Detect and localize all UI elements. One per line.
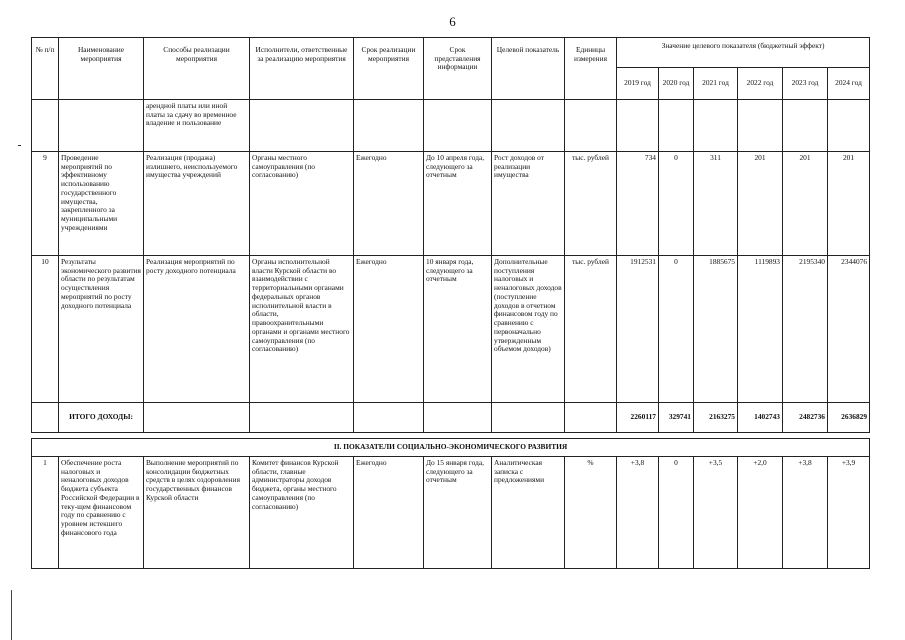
- row-value-2022: +2,0: [738, 457, 783, 569]
- total-value-2021: 2163275: [694, 403, 738, 433]
- cell-empty: [783, 100, 828, 152]
- row-report: До 15 января года, следующего за отчетным: [424, 457, 492, 569]
- header-executors: Исполнители, ответственные за реализацию мероприятия: [250, 38, 354, 100]
- header-report: Срок представления информации: [424, 38, 492, 100]
- margin-rule: [11, 590, 12, 640]
- header-year: 2020 год: [659, 68, 694, 100]
- cell-empty: [32, 100, 59, 152]
- header-methods: Способы реализации мероприятия: [144, 38, 250, 100]
- header-units: Единицы измерения: [565, 38, 617, 100]
- row-num: 1: [32, 457, 59, 569]
- cell-empty: [250, 100, 354, 152]
- row-value-2021: +3,5: [694, 457, 738, 569]
- total-value-2019: 2260117: [617, 403, 659, 433]
- total-value-2020: 329741: [659, 403, 694, 433]
- row-units: тыс. рублей: [565, 256, 617, 403]
- row-value-2019: 734: [617, 152, 659, 256]
- row-value-2020: 0: [659, 256, 694, 403]
- header-year: 2021 год: [694, 68, 738, 100]
- cell-empty: [492, 403, 565, 433]
- cell-empty: [59, 100, 144, 152]
- row-term: Ежегодно: [354, 457, 424, 569]
- row-indicator: Рост доходов от реализации имущества: [492, 152, 565, 256]
- header-year: 2024 год: [828, 68, 870, 100]
- cell-empty: [250, 403, 354, 433]
- cell-empty: [694, 100, 738, 152]
- table-row: [32, 256, 870, 403]
- margin-mark: [18, 145, 21, 146]
- row-value-2020: 0: [659, 457, 694, 569]
- header-year: 2019 год: [617, 68, 659, 100]
- row-value-2023: 201: [783, 152, 828, 256]
- total-label: ИТОГО ДОХОДЫ:: [59, 403, 144, 433]
- header-num: № п/п: [32, 38, 59, 100]
- row-value-2024: 201: [828, 152, 870, 256]
- row-value-2024: +3,9: [828, 457, 870, 569]
- row-value-2021: 311: [694, 152, 738, 256]
- row-executors: Органы местного самоуправления (по согласованию): [250, 152, 354, 256]
- row-value-2019: 1912531: [617, 256, 659, 403]
- row-units: %: [565, 457, 617, 569]
- row-report: 10 января года, следующего за отчетным: [424, 256, 492, 403]
- page-number: 6: [449, 14, 456, 29]
- section-title: II. ПОКАЗАТЕЛИ СОЦИАЛЬНО-ЭКОНОМИЧЕСКОГО РАЗВИТИЯ: [32, 439, 870, 457]
- total-value-2022: 1402743: [738, 403, 783, 433]
- row-methods: Реализация мероприятий по росту доходного потенциала: [144, 256, 250, 403]
- header-row: [32, 38, 870, 68]
- row-indicator: Дополнительные поступления налоговых и неналоговых доходов (поступление доходов в отчетном финансовом году по сравнению с первоначально утвержденным объемом доходов): [492, 256, 565, 403]
- row-value-2023: +3,8: [783, 457, 828, 569]
- continuation-methods: арендной платы или иной платы за сдачу во временное владение и пользование: [144, 100, 250, 152]
- cell-empty: [424, 403, 492, 433]
- row-value-2024: 2344076: [828, 256, 870, 403]
- row-methods: Выполнение мероприятий по консолидации бюджетных средств в целях оздоровления государственных финансов Курской области: [144, 457, 250, 569]
- table-row: [32, 152, 870, 256]
- cell-empty: [492, 100, 565, 152]
- measures-table: [31, 37, 870, 569]
- row-units: тыс. рублей: [565, 152, 617, 256]
- row-num: 10: [32, 256, 59, 403]
- total-value-2024: 2636829: [828, 403, 870, 433]
- total-value-2023: 2482736: [783, 403, 828, 433]
- continuation-row: [32, 100, 870, 152]
- header-year: 2022 год: [738, 68, 783, 100]
- row-value-2020: 0: [659, 152, 694, 256]
- cell-empty: [354, 100, 424, 152]
- row-value-2023: 2195340: [783, 256, 828, 403]
- header-name: Наименование мероприятия: [59, 38, 144, 100]
- row-report: До 10 апреля года, следующего за отчетным: [424, 152, 492, 256]
- total-row: [32, 403, 870, 433]
- header-year: 2023 год: [783, 68, 828, 100]
- row-value-2022: 201: [738, 152, 783, 256]
- cell-empty: [828, 100, 870, 152]
- cell-empty: [738, 100, 783, 152]
- cell-empty: [32, 403, 59, 433]
- row-name: Проведение мероприятий по эффективному использованию государственного имущества, закрепленного за муниципальными учреждениями: [59, 152, 144, 256]
- cell-empty: [354, 403, 424, 433]
- header-target-values: Значение целевого показателя (бюджетный эффект): [617, 38, 870, 68]
- cell-empty: [659, 100, 694, 152]
- header-indicator: Целевой показатель: [492, 38, 565, 100]
- row-methods: Реализация (продажа) излишнего, неиспользуемого имущества учреждений: [144, 152, 250, 256]
- cell-empty: [617, 100, 659, 152]
- header-term: Срок реализации мероприятия: [354, 38, 424, 100]
- cell-empty: [565, 403, 617, 433]
- cell-empty: [424, 100, 492, 152]
- row-name: Обеспечение роста налоговых и неналоговых доходов бюджета субъекта Российской Федерации в теку-щем финансовом году по сравнению с уровнем истекшего финансового года: [59, 457, 144, 569]
- row-executors: Комитет финансов Курской области, главные администраторы доходов бюджета, органы местного самоуправления (по согласованию): [250, 457, 354, 569]
- row-value-2021: 1885675: [694, 256, 738, 403]
- table-row: [32, 457, 870, 569]
- row-term: Ежегодно: [354, 152, 424, 256]
- row-executors: Органы исполнительной власти Курской области во взаимодействии с территориальными органами федеральных органов исполнительной власти в области, правоохранительными органами и органами местного самоуправления (по согласованию): [250, 256, 354, 403]
- cell-empty: [565, 100, 617, 152]
- row-value-2022: 1119893: [738, 256, 783, 403]
- row-value-2019: +3,8: [617, 457, 659, 569]
- row-name: Результаты экономического развития области по результатам осуществления мероприятий по росту доходного потенциала: [59, 256, 144, 403]
- section-row: [32, 439, 870, 457]
- row-term: Ежегодно: [354, 256, 424, 403]
- cell-empty: [144, 403, 250, 433]
- row-num: 9: [32, 152, 59, 256]
- row-indicator: Аналитическая записка с предложениями: [492, 457, 565, 569]
